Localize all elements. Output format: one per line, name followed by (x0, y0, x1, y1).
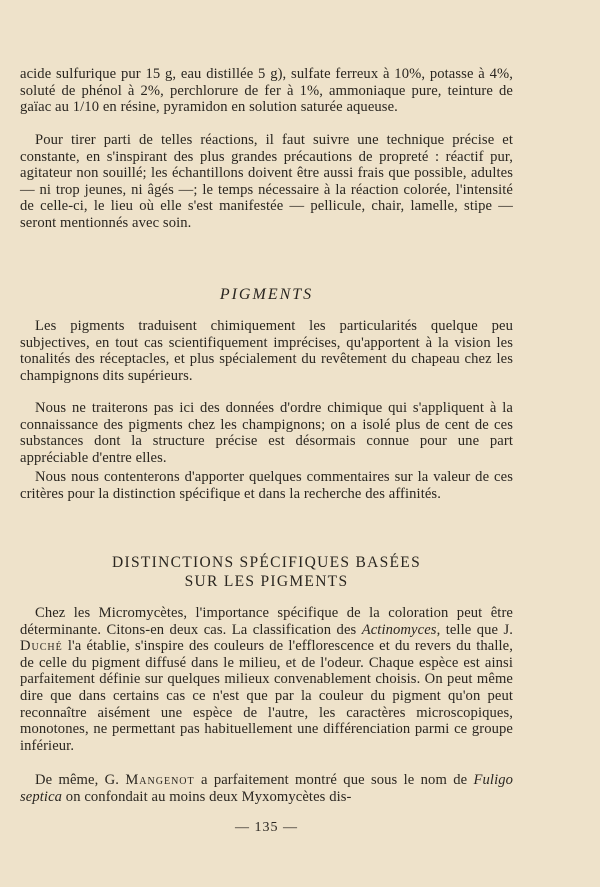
page-number: — 135 — (235, 820, 298, 835)
text-run: , telle que J. (436, 621, 513, 638)
text-run: a parfaitement montré que sous le nom de (194, 772, 474, 788)
paragraph-pigments-intro: Les pigments traduisent chimiquement les particularités quelque peu subjectives, en tout cas scientifiquement imprécises, qu'apportent à la vision les tonalités des réceptacles, et plus spécialement du revêtement du chapeau chez les champignons dits supérieurs. (20, 318, 513, 384)
genus-name-actinomyces: Actinomyces (361, 621, 437, 638)
section-heading-pigments: PIGMENTS (219, 286, 314, 303)
paragraph-commentaries: Nous nous contenterons d'apporter quelques commentaires sur la valeur de ces critères pour la distinction spécifique et dans la recherche des affinités. (20, 469, 513, 502)
paragraph-chemical-data: Nous ne traiterons pas ici des données d'ordre chimique qui s'appliquent à la connaissance des pigments chez les champignons; on a isolé plus de cent de ces substances dont la structure précise est désormais connue pour une part appréciable d'entre elles. (20, 400, 513, 466)
paragraph-micromycetes (20, 605, 513, 754)
text-run: on confondait au moins deux Myxomycètes dis- (62, 788, 352, 805)
section-heading-distinctions (20, 553, 513, 591)
paragraph-technique: Pour tirer parti de telles réactions, il faut suivre une technique précise et constante, en s'inspirant des plus grandes précautions de propreté : réactif pur, agitateur non souillé; les échantillons doivent être aussi frais que possible, adultes — ni trop jeunes, ni âgés —; le temps nécessaire à la réaction colorée, l'intensité de celle-ci, le lieu où elle s'est manifestée — pellicule, chair, lamelle, stipe — seront mentionnés avec soin. (20, 132, 513, 231)
text-run: Chez les Micromycètes, l'importance spécifique de la coloration peut être déterminante. Citons-en deux cas. La classification des (20, 605, 513, 638)
text-run: De même, G. (35, 772, 126, 788)
heading-line-2: SUR LES PIGMENTS (184, 573, 349, 590)
author-name-duche: Duché (20, 638, 63, 655)
paragraph-mangenot (20, 772, 513, 805)
heading-line-1: DISTINCTIONS SPÉCIFIQUES BASÉES (112, 554, 421, 571)
species-name-fuligo-septica: Fuligo septica (20, 772, 514, 805)
author-name-mangenot: Mangenot (125, 772, 195, 788)
paragraph-reagents-list: acide sulfurique pur 15 g, eau distillée 5 g), sulfate ferreux à 10%, potasse à 4%, soluté de phénol à 2%, perchlorure de fer à 1%, ammoniaque pure, teinture de gaïac au 1/10 en résine, pyramidon en solution saturée aqueuse. (20, 66, 513, 116)
text-run: l'a établie, s'inspire des couleurs de l'efflorescence et du revers du thalle, de celle du pigment diffusé dans le milieu, et de l'odeur. Chaque espèce est ainsi parfaitement définie sur quelques milieux convenablement choisis. On peut même dire que dans certains cas ce n'est que par la couleur du pigment qu'on peut reconnaître aisément une espèce de l'autre, les caractères microscopiques, monotones, ne permettant pas habituellement une différenciation parmi ce groupe inférieur. (20, 638, 513, 754)
